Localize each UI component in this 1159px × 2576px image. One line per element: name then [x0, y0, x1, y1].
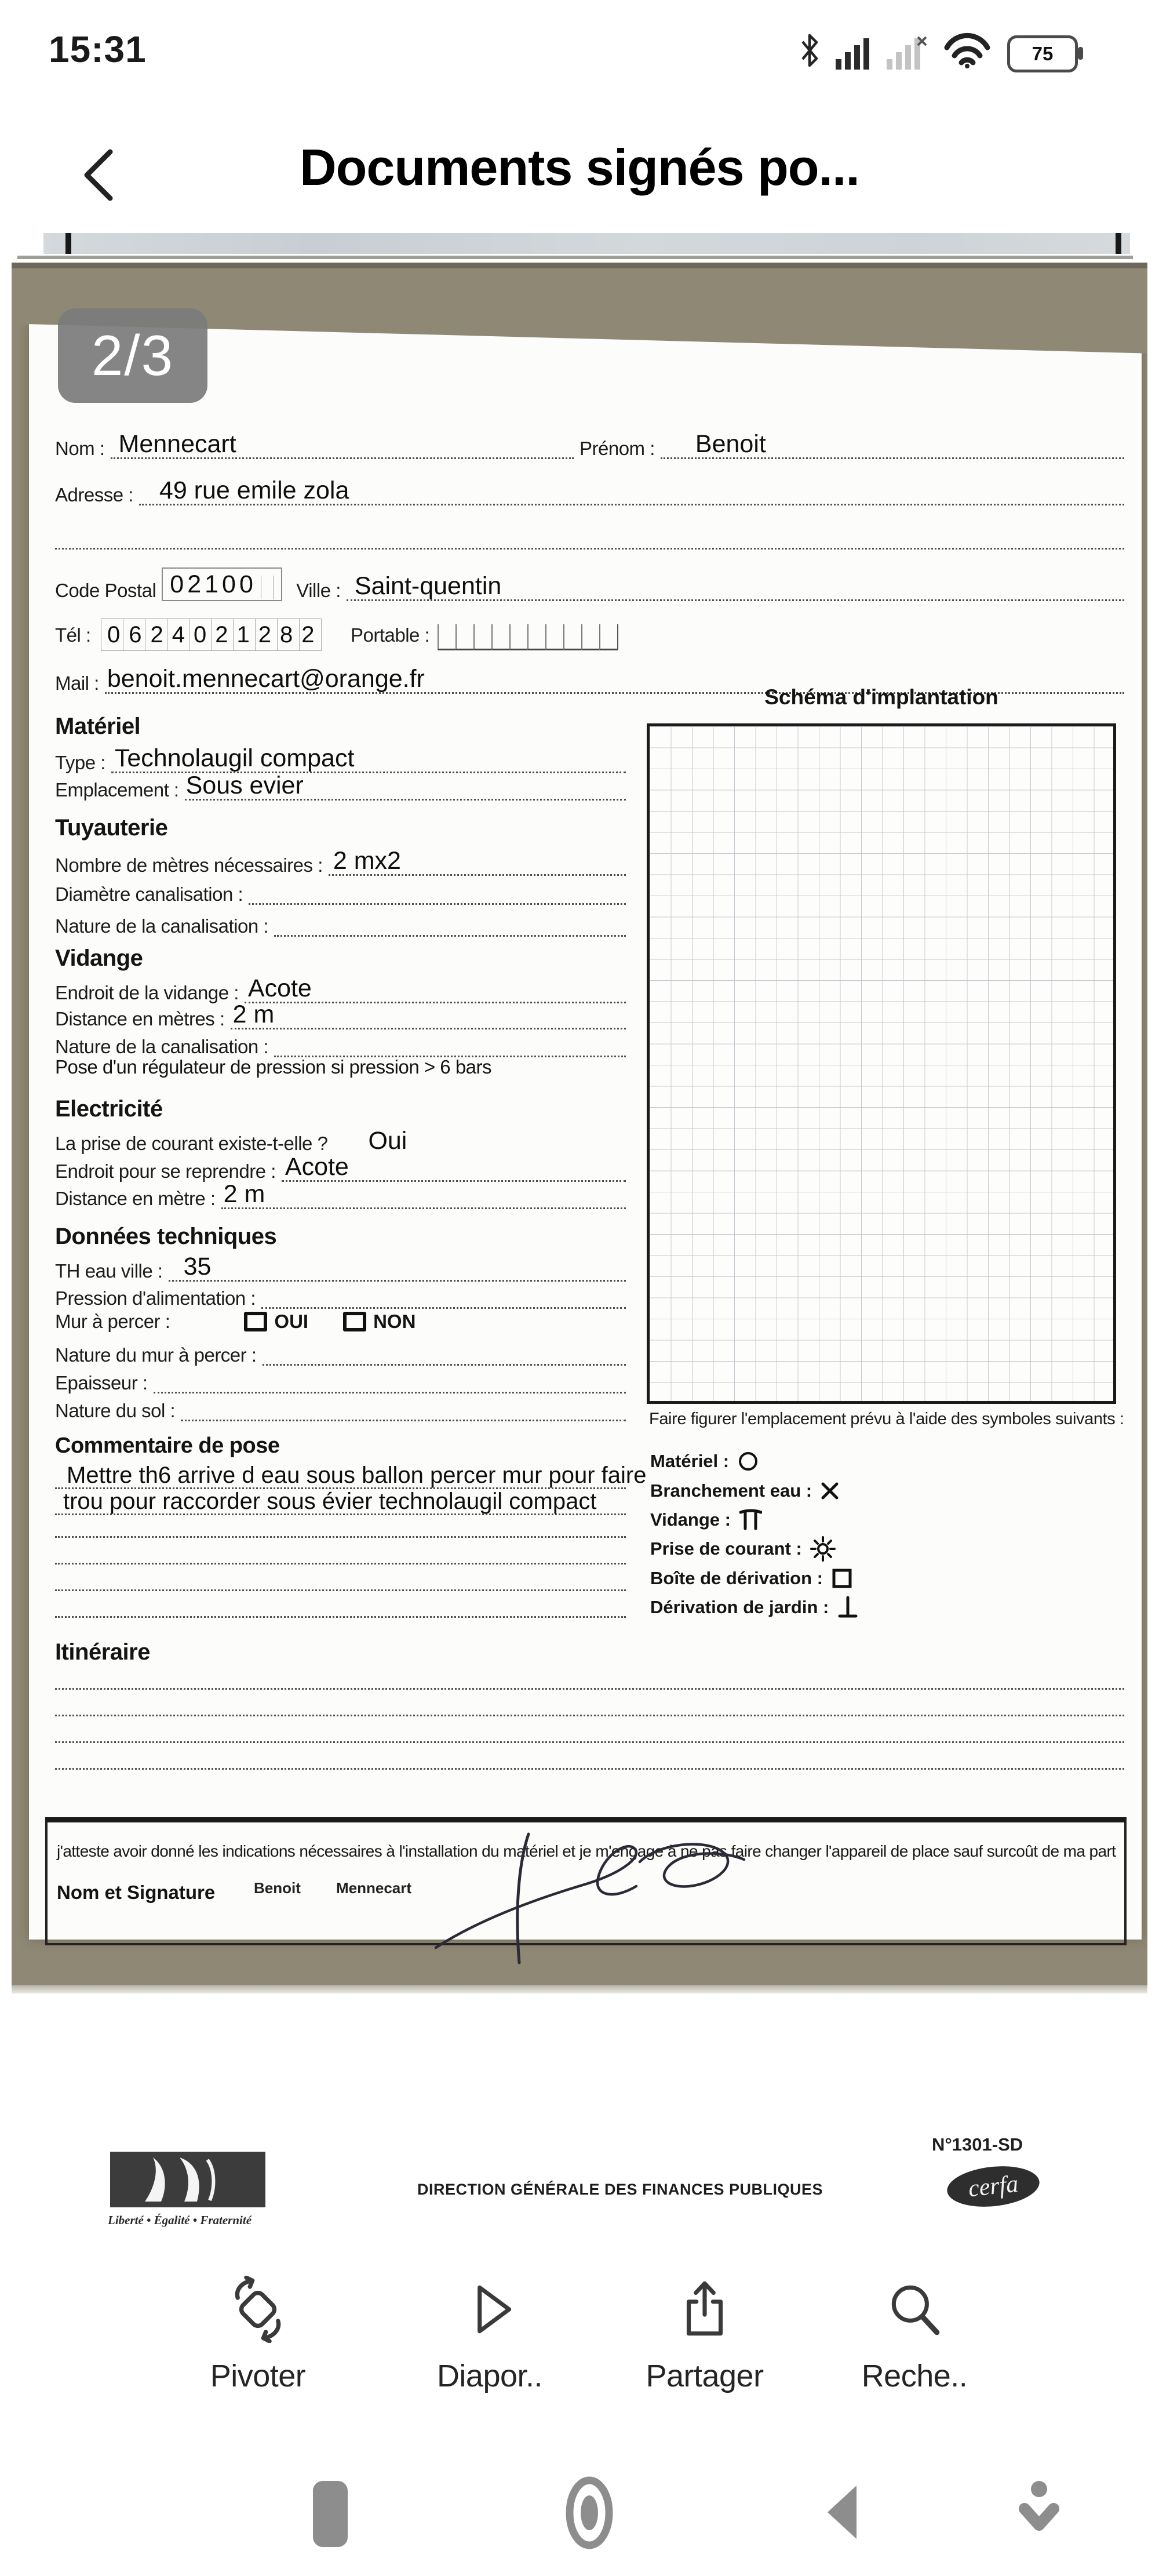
rotate-button[interactable]: Pivoter	[188, 2277, 327, 2394]
page-title: Documents signés po...	[300, 139, 859, 196]
signer-first-name: Benoit	[254, 1879, 301, 1897]
legend-boite-derivation: Boîte de dérivation :	[650, 1564, 853, 1593]
section-materiel: Matériel	[55, 714, 141, 739]
page-edge-mark	[1116, 233, 1121, 254]
search-button[interactable]: Reche..	[845, 2277, 984, 2394]
slideshow-button[interactable]: Diapor..	[420, 2277, 559, 2394]
section-tuyauterie: Tuyauterie	[55, 815, 168, 841]
signer-last-name: Mennecart	[336, 1879, 412, 1897]
field-distance-metres: Distance en mètres : 2 m	[55, 999, 626, 1029]
dgfp-title: DIRECTION GÉNÉRALE DES FINANCES PUBLIQUES	[417, 2181, 823, 2198]
status-time: 15:31	[49, 28, 147, 70]
page-edge-mark	[65, 233, 71, 254]
wifi-icon	[942, 30, 992, 72]
page-counter-badge: 2/3	[58, 308, 207, 403]
play-icon	[420, 2277, 559, 2342]
field-pose-regulateur: Pose d'un régulateur de pression si pression > 6 bars	[55, 1056, 492, 1078]
section-donnees: Données techniques	[55, 1224, 277, 1249]
document-photo[interactable]	[12, 263, 1147, 1985]
field-emplacement: Emplacement : Sous evier	[55, 770, 626, 801]
share-icon	[635, 2277, 774, 2342]
section-itineraire: Itinéraire	[55, 1639, 150, 1665]
field-nom: Nom : Mennecart	[55, 429, 574, 459]
schema-caption: Faire figurer l'emplacement prévu à l'aide des symboles suivants :	[649, 1410, 1124, 1428]
signal2-no-sim-icon	[887, 36, 927, 72]
previous-page-edge	[43, 233, 1130, 254]
field-code-postal-ville: Code Postal 02100 Ville : Saint-quentin	[55, 571, 1124, 601]
marianne-logo	[110, 2152, 265, 2207]
field-epaisseur: Epaisseur :	[55, 1363, 626, 1393]
field-tel-portable: Tél : 0624021282 Portable :	[55, 617, 1124, 652]
motto-text: Liberté • Égalité • Fraternité	[108, 2213, 252, 2227]
field-diametre: Diamètre canalisation :	[55, 875, 626, 905]
legend-materiel: Matériel :	[650, 1447, 759, 1476]
commentaire-line-2: trou pour raccorder sous évier technolaugil compact	[55, 1485, 626, 1515]
field-adresse: Adresse : 49 rue emile zola	[55, 475, 1124, 505]
signature-label: Nom et Signature	[57, 1882, 216, 1903]
field-nature-sol: Nature du sol :	[55, 1391, 626, 1421]
battery-icon: 75	[1007, 35, 1078, 72]
field-th: TH eau ville : 35	[55, 1251, 626, 1282]
field-nature-mur: Nature du mur à percer :	[55, 1336, 626, 1366]
field-nature-canalisation-2: Nature de la canalisation :	[55, 1027, 626, 1057]
share-button[interactable]: Partager	[635, 2277, 774, 2394]
hide-navbar-button[interactable]	[1019, 2479, 1059, 2546]
status-icons	[799, 30, 1078, 72]
field-distance-metre: Distance en mètre : 2 m	[55, 1179, 626, 1209]
field-mail: Mail : benoit.mennecart@orange.fr	[55, 664, 1124, 694]
search-icon	[845, 2277, 984, 2342]
android-navigation-bar	[0, 2471, 1159, 2576]
code-postal-box: 02100	[162, 567, 282, 601]
attestation-text: j'atteste avoir donné les indications nécessaires à l'installation du matériel et je m'engage à ne pas faire changer l'appareil de place sauf surcoût de ma part	[57, 1842, 1116, 1860]
section-electricite: Electricité	[55, 1096, 163, 1122]
form-number: N°1301-SD	[932, 2134, 1023, 2155]
section-commentaire: Commentaire de pose	[55, 1433, 280, 1458]
rotate-icon	[188, 2277, 327, 2342]
page-gap-shadow	[12, 1985, 1147, 1993]
schema-title: Schéma d'implantation	[764, 685, 998, 709]
field-endroit-reprendre: Endroit pour se reprendre : Acote	[55, 1152, 626, 1182]
home-button[interactable]	[566, 2476, 613, 2552]
field-prenom: Prénom : Benoit	[580, 429, 1124, 459]
field-prise-existe: La prise de courant existe-t-elle ? Oui	[55, 1127, 407, 1155]
recent-apps-button[interactable]	[313, 2481, 348, 2550]
field-endroit-vidange: Endroit de la vidange : Acote	[55, 973, 626, 1003]
commentaire-line-1: Mettre th6 arrive d eau sous ballon percer mur pour faire	[55, 1459, 626, 1489]
legend-prise-courant: Prise de courant :	[650, 1534, 836, 1563]
signal-icon	[836, 36, 872, 72]
field-metres: Nombre de mètres nécessaires : 2 mx2	[55, 846, 626, 876]
photo-top-seam	[17, 256, 1133, 259]
field-nature-canalisation: Nature de la canalisation :	[55, 907, 626, 937]
cerfa-logo: cerfa	[945, 2162, 1041, 2211]
legend-branchement-eau: Branchement eau :	[650, 1476, 840, 1505]
paper-sheet	[29, 323, 1142, 1940]
paper-edge-shadow	[12, 263, 1147, 268]
legend-derivation-jardin: Dérivation de jardin :	[650, 1593, 859, 1622]
field-mur-a-percer: Mur à percer : OUI NON	[55, 1310, 416, 1332]
field-pression: Pression d'alimentation :	[55, 1279, 626, 1309]
bluetooth-icon	[799, 31, 821, 72]
field-type: Type : Technolaugil compact	[55, 743, 626, 773]
section-vidange: Vidange	[55, 945, 143, 971]
legend-vidange: Vidange :	[650, 1505, 762, 1534]
back-nav-button[interactable]	[823, 2482, 859, 2545]
